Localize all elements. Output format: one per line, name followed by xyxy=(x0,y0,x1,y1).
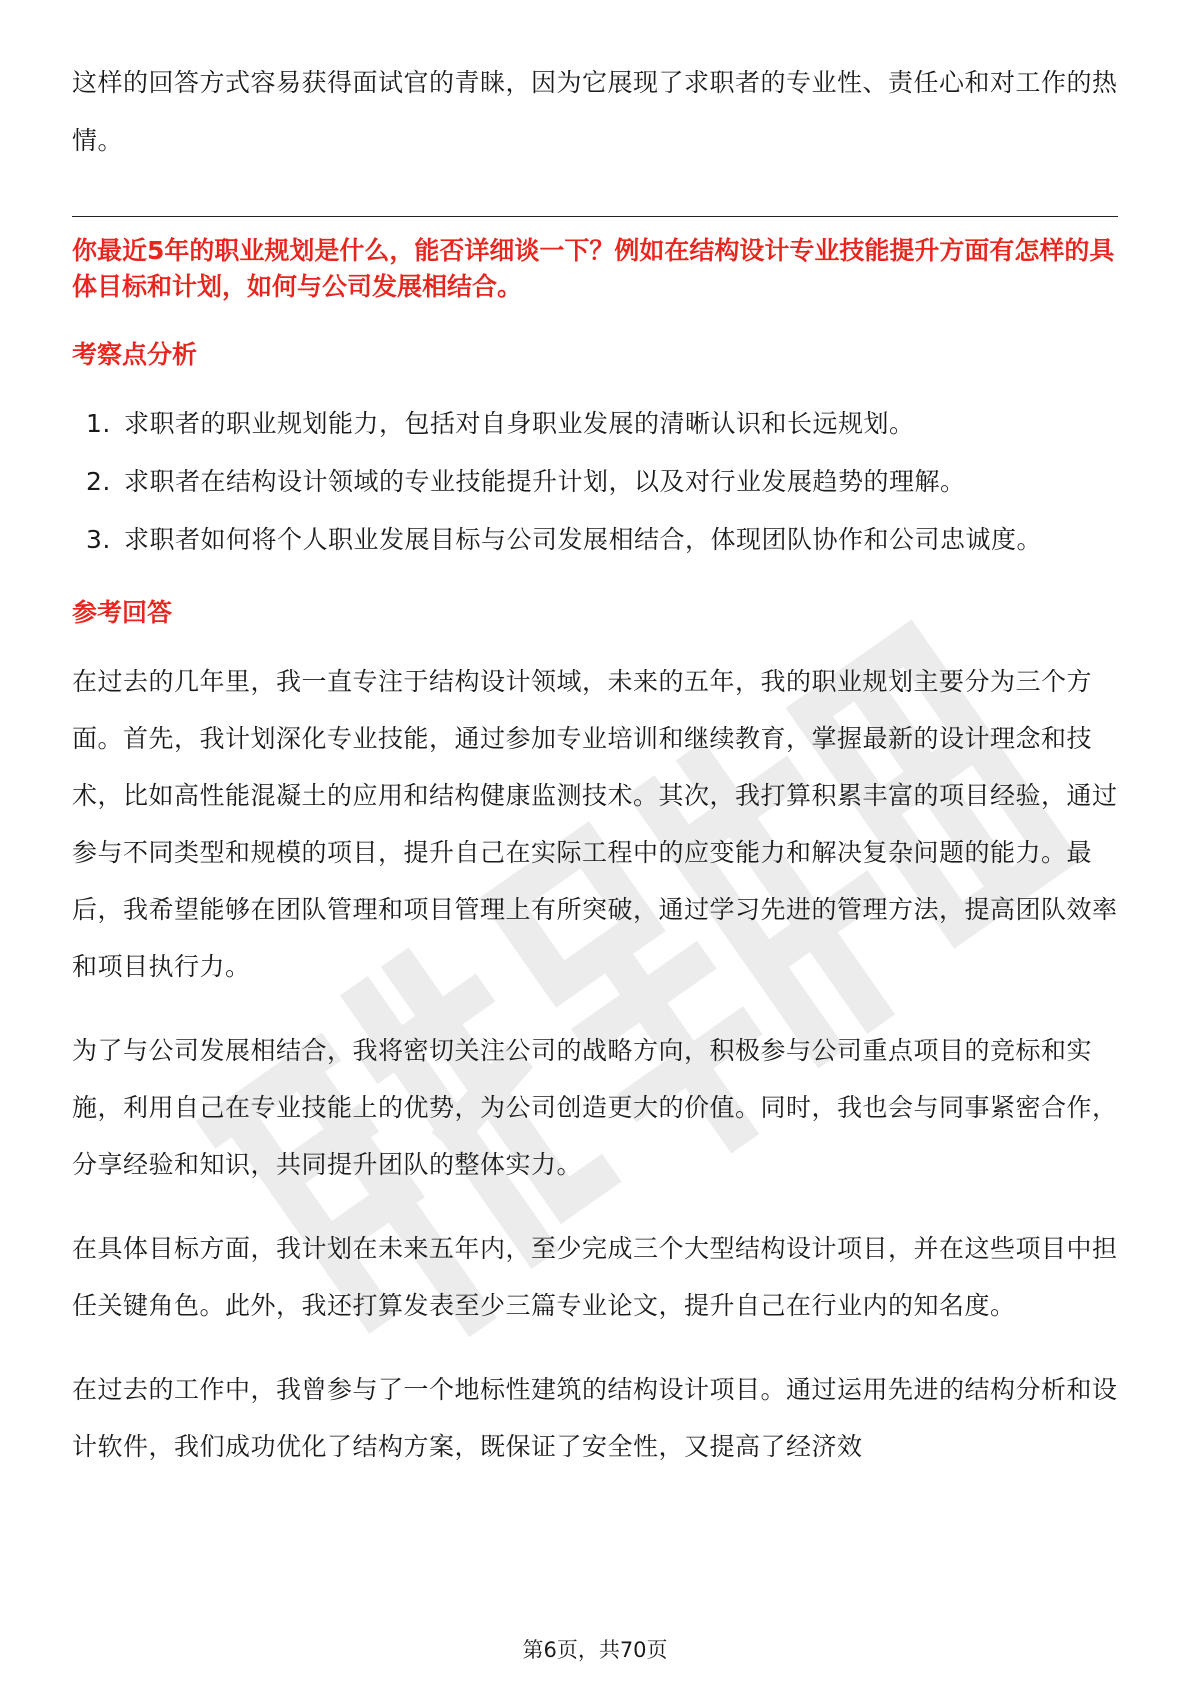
answer-paragraph: 在过去的几年里，我一直专注于结构设计领域，未来的五年，我的职业规划主要分为三个方面。首先，我计划深化专业技能，通过参加专业培训和继续教育，掌握最新的设计理念和技术，比如高性能混凝土的应用和结构健康监测技术。其次，我打算积累丰富的项目经验，通过参与不同类型和规模的项目，提升自己在实际工程中的应变能力和解决复杂问题的能力。最后，我希望能够在团队管理和项目管理上有所突破，通过学习先进的管理方法，提高团队效率和项目执行力。 xyxy=(72,667,1118,981)
list-item-text: 求职者如何将个人职业发展目标与公司发展相结合，体现团队协作和公司忠诚度。 xyxy=(124,525,1043,554)
list-item xyxy=(72,511,1118,569)
answer-body xyxy=(72,653,1118,1475)
answer-paragraph: 在过去的工作中，我曾参与了一个地标性建筑的结构设计项目。通过运用先进的结构分析和设计软件，我们成功优化了结构方案，既保证了安全性，又提高了经济效 xyxy=(72,1375,1118,1461)
answer-heading: 参考回答 xyxy=(72,598,173,627)
analysis-list xyxy=(72,395,1118,569)
page-number: 第6页，共70页 xyxy=(522,1638,668,1662)
answer-paragraph: 为了与公司发展相结合，我将密切关注公司的战略方向，积极参与公司重点项目的竞标和实施，利用自己在专业技能上的优势，为公司创造更大的价值。同时，我也会与同事紧密合作，分享经验和知识，共同提升团队的整体实力。 xyxy=(72,1036,1118,1179)
interview-question: 你最近5年的职业规划是什么，能否详细谈一下？例如在结构设计专业技能提升方面有怎样的具体目标和计划，如何与公司发展相结合。 xyxy=(72,236,1115,301)
list-item xyxy=(72,395,1118,453)
intro-paragraph: 这样的回答方式容易获得面试官的青睐，因为它展现了求职者的专业性、责任心和对工作的热情。 xyxy=(72,68,1118,155)
list-item-number: 2. xyxy=(86,467,111,496)
list-item-number: 1. xyxy=(86,409,111,438)
section-divider xyxy=(72,216,1118,217)
list-item-text: 求职者的职业规划能力，包括对自身职业发展的清晰认识和长远规划。 xyxy=(124,409,915,438)
analysis-heading: 考察点分析 xyxy=(72,340,198,369)
list-item xyxy=(72,453,1118,511)
list-item-text: 求职者在结构设计领域的专业技能提升计划，以及对行业发展趋势的理解。 xyxy=(124,467,966,496)
document-page xyxy=(72,54,1118,1475)
list-item-number: 3. xyxy=(86,525,111,554)
answer-paragraph: 在具体目标方面，我计划在未来五年内，至少完成三个大型结构设计项目，并在这些项目中担任关键角色。此外，我还打算发表至少三篇专业论文，提升自己在行业内的知名度。 xyxy=(72,1234,1118,1320)
